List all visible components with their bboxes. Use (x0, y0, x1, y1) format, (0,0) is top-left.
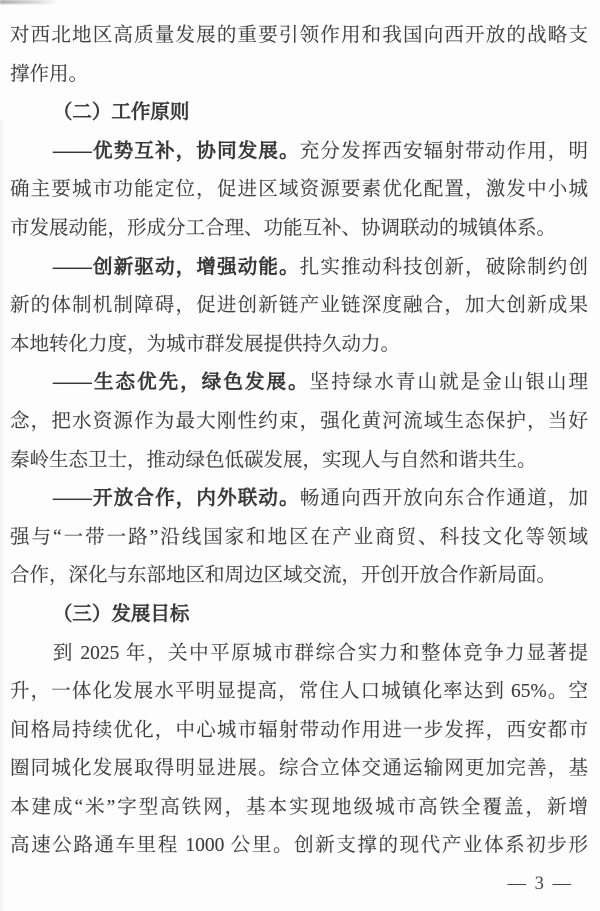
line-text: 秦岭生态卫士，推动绿色低碳发展，实现人与自然和谐共生。 (10, 449, 537, 471)
text-line (10, 56, 588, 95)
paragraph-first-line (10, 480, 588, 519)
principle-lead-in: ——优势互补，协同发展。 (52, 140, 300, 162)
text-line (10, 171, 588, 210)
line-text: 间格局持续优化，中心城市辐射带动作用进一步发挥，西安都市 (10, 719, 588, 741)
heading-text: （二）工作原则 (52, 102, 190, 124)
line-text: 念，把水资源作为最大刚性约束，强化黄河流域生态保护，当好 (10, 410, 588, 432)
text-line (10, 287, 588, 326)
principle-lead-in: ——开放合作，内外联动。 (52, 488, 300, 510)
text-line (10, 750, 588, 789)
principle-lead-in: ——生态优先，绿色发展。 (52, 372, 310, 394)
line-text: 畅通向西开放向东合作通道，加 (299, 488, 588, 510)
line-text: 确主要城市功能定位，促进区域资源要素优化配置，激发中小城 (10, 179, 588, 201)
text-line (10, 789, 588, 828)
line-text: 高速公路通车里程 1000 公里。创新支撑的现代产业体系初步形 (10, 835, 588, 857)
paragraph-first-line (10, 364, 588, 403)
text-line (10, 210, 588, 249)
section-heading-development-goals (10, 596, 588, 635)
text-line (10, 442, 588, 481)
heading-text: （三）发展目标 (52, 603, 190, 625)
paragraph-first-line (10, 635, 588, 674)
page-number (508, 864, 574, 904)
line-text: 强与“一带一路”沿线国家和地区在产业商贸、科技文化等领域 (10, 526, 588, 548)
paragraph-first-line (10, 133, 588, 172)
line-text: 到 2025 年，关中平原城市群综合实力和整体竞争力显著提 (52, 642, 588, 664)
text-line (10, 17, 588, 56)
line-text: 合作，深化与东部地区和周边区域交流，开创开放合作新局面。 (10, 565, 557, 587)
text-line (10, 326, 588, 365)
page-number-text: — 3 — (507, 874, 573, 894)
line-text: 对西北地区高质量发展的重要引领作用和我国向西开放的战略支 (10, 25, 588, 46)
text-line (10, 519, 588, 558)
section-heading-work-principles (10, 94, 588, 133)
text-line (10, 557, 588, 596)
paragraph-first-line (10, 249, 588, 288)
scan-artifact-top (0, 0, 58, 4)
text-line (10, 403, 588, 442)
scan-artifact-left-edge (0, 120, 3, 911)
line-text: 充分发挥西安辐射带动作用，明 (299, 140, 588, 162)
line-text: 撑作用。 (10, 63, 89, 85)
line-text: 扎实推动科技创新，破除制约创 (299, 256, 588, 278)
line-text: 升，一体化发展水平明显提高，常住人口城镇化率达到 65%。空 (10, 681, 588, 703)
principle-lead-in: ——创新驱动，增强动能。 (52, 256, 300, 278)
line-text: 本建成“米”字型高铁网，基本实现地级城市高铁全覆盖，新增 (10, 796, 588, 818)
text-line (10, 827, 588, 866)
line-text: 圈同城化发展取得明显进展。综合立体交通运输网更加完善，基 (10, 758, 588, 780)
line-text: 新的体制机制障碍，促进创新链产业链深度融合，加大创新成果 (10, 295, 588, 317)
line-text: 本地转化力度，为城市群发展提供持久动力。 (10, 333, 401, 355)
line-text: 市发展动能，形成分工合理、功能互补、协调联动的城镇体系。 (10, 217, 557, 239)
line-text: 坚持绿水青山就是金山银山理 (309, 372, 588, 394)
text-line (10, 673, 588, 712)
text-line (10, 712, 588, 751)
